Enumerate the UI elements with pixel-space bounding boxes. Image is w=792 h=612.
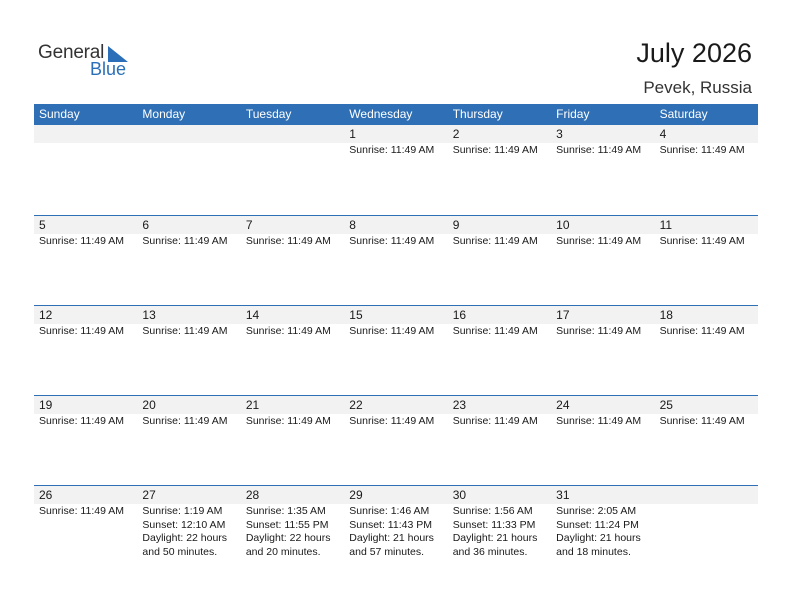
day-details (137, 414, 240, 486)
weekday-tuesday: Tuesday (245, 107, 292, 121)
week-row (34, 125, 758, 215)
day-number: 18 (655, 306, 758, 324)
weekday-saturday: Saturday (659, 107, 708, 121)
day-number: 28 (241, 486, 344, 504)
week-row (34, 305, 758, 395)
day-number: 4 (655, 125, 758, 143)
day-details (34, 414, 137, 486)
weekday-friday: Friday (556, 107, 590, 121)
day-detail-line: Sunrise: 11:49 AM (142, 235, 228, 247)
day-detail-line: Sunrise: 11:49 AM (556, 415, 642, 427)
day-details (241, 234, 344, 306)
day-details (34, 234, 137, 306)
day-detail-line: Sunrise: 11:49 AM (245, 415, 331, 427)
day-number: 23 (448, 396, 551, 414)
day-details (551, 234, 654, 306)
day-details (137, 143, 240, 215)
day-detail-line: Sunrise: 11:49 AM (659, 235, 745, 247)
day-number: 1 (344, 125, 447, 143)
day-detail-line: Sunrise: 11:49 AM (452, 235, 538, 247)
day-detail-line: Sunrise: 11:49 AM (659, 325, 745, 337)
day-detail-line: Sunrise: 1:35 AM (245, 505, 326, 517)
day-details (655, 143, 758, 215)
day-detail-line: Sunrise: 1:46 AM (349, 505, 430, 517)
day-number: 14 (241, 306, 344, 324)
day-number: 26 (34, 486, 137, 504)
day-number (34, 125, 137, 143)
day-number (655, 486, 758, 504)
day-detail-line: Sunrise: 11:49 AM (349, 144, 435, 156)
day-details (137, 504, 240, 576)
day-number: 17 (551, 306, 654, 324)
logo-general-text: General (38, 42, 105, 63)
day-detail-line: Sunrise: 11:49 AM (556, 325, 642, 337)
day-details (34, 143, 137, 215)
day-detail-line: Sunrise: 11:49 AM (245, 325, 331, 337)
day-detail-line: Sunrise: 11:49 AM (349, 325, 435, 337)
weekday-header (34, 104, 758, 125)
day-number: 5 (34, 216, 137, 234)
day-number: 12 (34, 306, 137, 324)
page-title: July 2026 (636, 38, 752, 68)
day-detail-line: Daylight: 22 hours (245, 532, 331, 544)
day-detail-line: and 18 minutes. (556, 545, 631, 558)
day-number: 19 (34, 396, 137, 414)
day-details (551, 143, 654, 215)
day-detail-line: Sunrise: 11:49 AM (142, 415, 228, 427)
day-details (655, 414, 758, 486)
weekday-thursday: Thursday (452, 107, 503, 121)
day-details (34, 324, 137, 396)
day-detail-line: Sunrise: 11:49 AM (452, 415, 538, 427)
weekday-wednesday: Wednesday (349, 107, 413, 121)
day-number: 3 (551, 125, 654, 143)
day-detail-line: Sunrise: 11:49 AM (659, 415, 745, 427)
day-details (241, 504, 344, 576)
day-details (448, 414, 551, 486)
day-detail-line: Daylight: 21 hours (349, 532, 434, 544)
day-detail-line: Sunrise: 1:56 AM (452, 505, 533, 517)
day-number: 31 (551, 486, 654, 504)
day-details (551, 324, 654, 396)
day-number: 13 (137, 306, 240, 324)
day-detail-line: Sunrise: 11:49 AM (452, 144, 538, 156)
day-details (655, 324, 758, 396)
day-detail-line: and 20 minutes. (245, 545, 321, 558)
day-number: 22 (344, 396, 447, 414)
day-detail-line: and 50 minutes. (142, 545, 218, 558)
day-detail-line: Sunrise: 1:19 AM (142, 505, 223, 517)
day-detail-line: Sunset: 12:10 AM (142, 518, 226, 531)
day-number: 2 (448, 125, 551, 143)
day-details (241, 414, 344, 486)
weeks-container (34, 125, 758, 575)
day-details (344, 234, 447, 306)
day-detail-line: Sunrise: 11:49 AM (556, 144, 642, 156)
location-label: Pevek, Russia (643, 78, 752, 97)
day-detail-line: Sunset: 11:43 PM (349, 518, 432, 531)
day-number (137, 125, 240, 143)
day-detail-line: Sunrise: 11:49 AM (39, 415, 125, 427)
day-detail-line: Sunrise: 11:49 AM (39, 235, 125, 247)
day-detail-line: Sunrise: 11:49 AM (142, 325, 228, 337)
day-details (655, 504, 758, 576)
day-details (241, 324, 344, 396)
day-detail-line: Sunrise: 11:49 AM (452, 325, 538, 337)
logo (38, 42, 148, 82)
day-detail-line: Sunrise: 11:49 AM (556, 235, 642, 247)
calendar-grid (34, 104, 758, 575)
day-number: 7 (241, 216, 344, 234)
day-number: 16 (448, 306, 551, 324)
weekday-sunday: Sunday (39, 107, 80, 121)
day-details (344, 504, 447, 576)
day-detail-line: Sunrise: 11:49 AM (349, 415, 435, 427)
day-number: 6 (137, 216, 240, 234)
day-details (344, 414, 447, 486)
day-details (241, 143, 344, 215)
day-details (551, 414, 654, 486)
day-details (448, 504, 551, 576)
day-detail-line: Sunrise: 11:49 AM (659, 144, 745, 156)
day-number: 20 (137, 396, 240, 414)
week-row (34, 395, 758, 485)
weekday-monday: Monday (142, 107, 186, 121)
day-details (655, 234, 758, 306)
day-detail-line: Sunrise: 11:49 AM (349, 235, 435, 247)
day-number: 24 (551, 396, 654, 414)
day-number: 15 (344, 306, 447, 324)
day-number: 8 (344, 216, 447, 234)
day-details (448, 324, 551, 396)
logo-blue-text: Blue (90, 59, 127, 79)
day-detail-line: Sunrise: 11:49 AM (39, 505, 125, 517)
day-details (137, 324, 240, 396)
day-detail-line: Sunset: 11:24 PM (556, 518, 639, 531)
day-number: 11 (655, 216, 758, 234)
day-number: 27 (137, 486, 240, 504)
day-detail-line: Daylight: 21 hours (556, 532, 641, 544)
day-detail-line: Daylight: 22 hours (142, 532, 228, 544)
week-row (34, 215, 758, 305)
day-number: 29 (344, 486, 447, 504)
day-details (448, 143, 551, 215)
day-detail-line: Sunset: 11:33 PM (452, 518, 536, 531)
day-detail-line: Daylight: 21 hours (452, 532, 538, 544)
day-number: 30 (448, 486, 551, 504)
week-row (34, 485, 758, 575)
day-details (551, 504, 654, 576)
day-details (448, 234, 551, 306)
day-details (34, 504, 137, 576)
day-number: 10 (551, 216, 654, 234)
day-detail-line: Sunset: 11:55 PM (245, 518, 329, 531)
day-number: 25 (655, 396, 758, 414)
day-details (344, 324, 447, 396)
day-number (241, 125, 344, 143)
day-details (137, 234, 240, 306)
day-detail-line: Sunrise: 2:05 AM (556, 505, 637, 517)
day-detail-line: Sunrise: 11:49 AM (39, 325, 125, 337)
day-detail-line: and 57 minutes. (349, 545, 424, 558)
day-number: 21 (241, 396, 344, 414)
day-details (344, 143, 447, 215)
day-detail-line: Sunrise: 11:49 AM (245, 235, 331, 247)
day-detail-line: and 36 minutes. (452, 545, 528, 558)
day-number: 9 (448, 216, 551, 234)
